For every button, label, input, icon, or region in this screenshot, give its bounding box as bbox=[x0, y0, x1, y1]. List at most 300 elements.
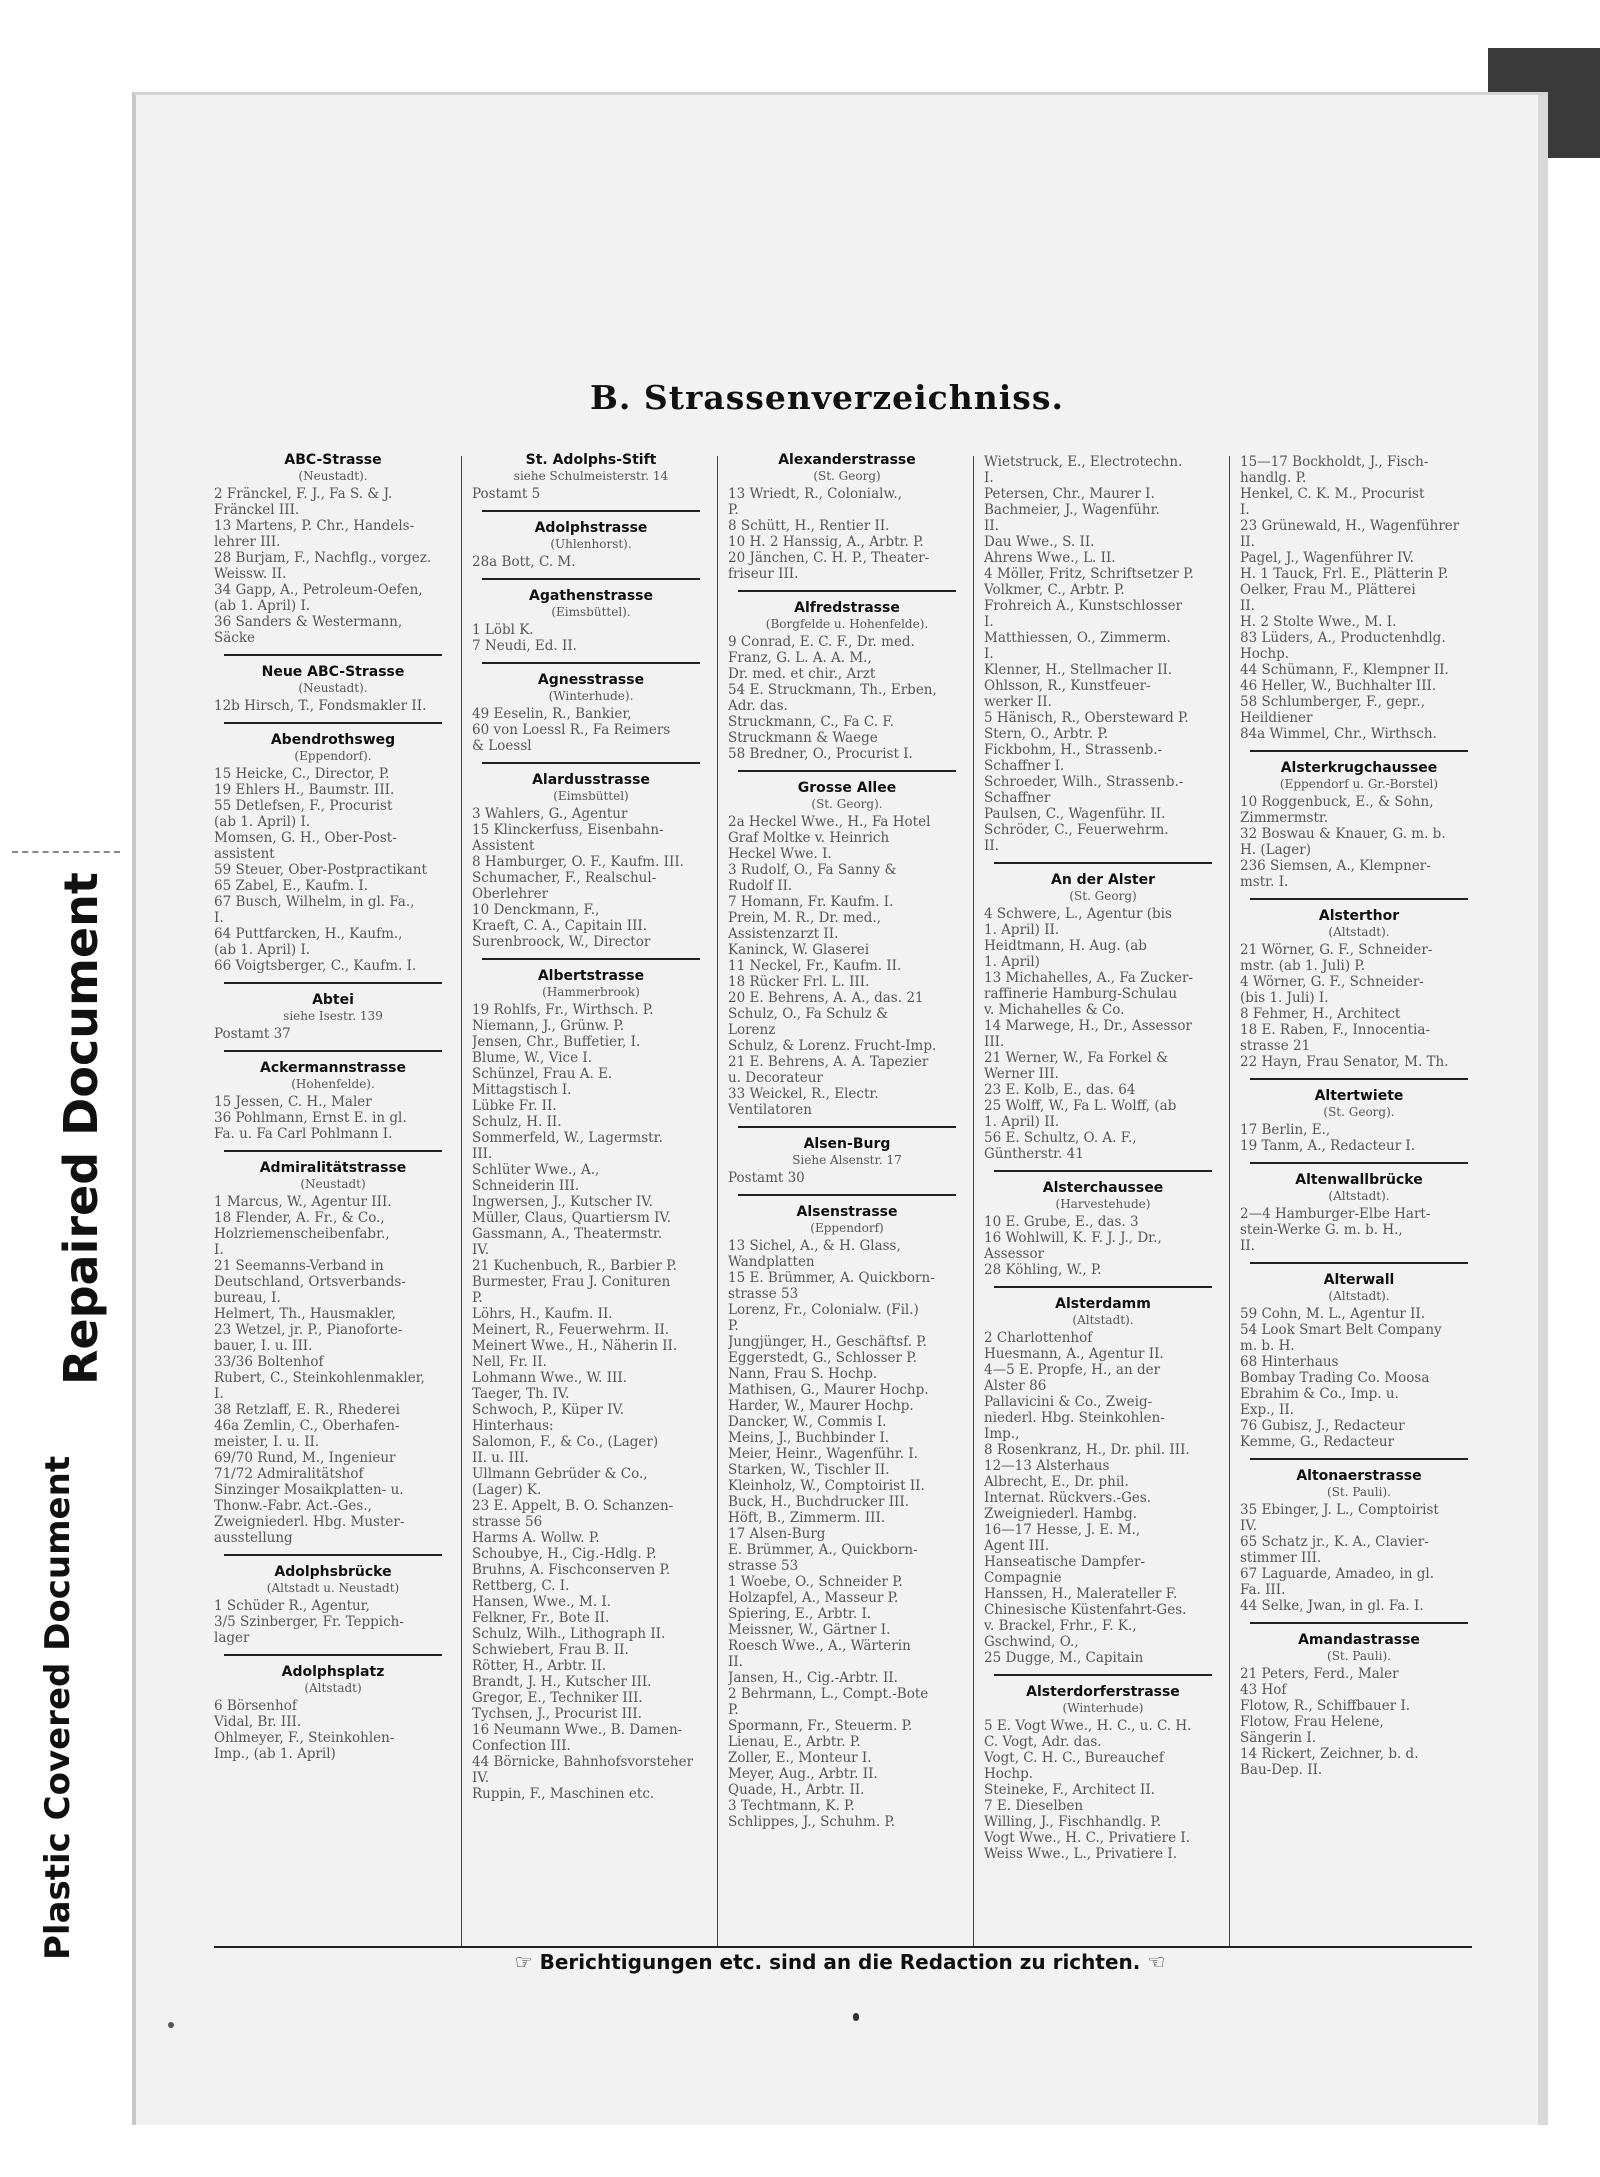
entry-line: Zoller, E., Monteur I. bbox=[728, 1750, 872, 1766]
entry-line: 34 Gapp, A., Petroleum-Oefen, bbox=[214, 582, 423, 598]
entry-line: 15 Jessen, C. H., Maler bbox=[214, 1094, 372, 1110]
street-block bbox=[214, 1060, 452, 1142]
entry-line: Sängerin I. bbox=[1240, 1730, 1317, 1746]
entry-line: Pagel, J., Wagenführer IV. bbox=[1240, 550, 1414, 566]
entry-line: Fränckel III. bbox=[214, 502, 300, 518]
entry-line: & Loessl bbox=[472, 738, 532, 754]
entry-line: 19 Ehlers H., Baumstr. III. bbox=[214, 782, 395, 798]
entry-line: 67 Laguarde, Amadeo, in gl. bbox=[1240, 1566, 1435, 1582]
street-district: (Winterhude). bbox=[548, 689, 634, 703]
street-block bbox=[214, 1160, 452, 1546]
entry-line: Heckel Wwe. I. bbox=[728, 846, 832, 862]
entry-list bbox=[472, 622, 710, 654]
street-name: Grosse Allee bbox=[797, 780, 897, 796]
entry-line: Starken, W., Tischler II. bbox=[728, 1462, 890, 1478]
entry-line: Schulz, Wilh., Lithograph II. bbox=[472, 1626, 666, 1642]
entry-line: Rötter, H., Arbtr. II. bbox=[472, 1658, 607, 1674]
entry-line: 3 Techtmann, K. P. bbox=[728, 1798, 855, 1814]
entry-line: Confection III. bbox=[472, 1738, 571, 1754]
street-block bbox=[214, 1664, 452, 1762]
street-name: Alsenstrasse bbox=[796, 1204, 898, 1220]
street-block bbox=[1240, 1172, 1478, 1254]
street-district: (Eppendorf u. Gr.-Borstel) bbox=[1279, 777, 1439, 791]
entry-line: Ohlmeyer, F., Steinkohlen- bbox=[214, 1730, 395, 1746]
entry-line: v. Michahelles & Co. bbox=[984, 1002, 1125, 1018]
entry-line: 21 Werner, W., Fa Forkel & bbox=[984, 1050, 1169, 1066]
entry-line: 25 Dugge, M., Capitain bbox=[984, 1650, 1144, 1666]
street-district: (Eimsbüttel) bbox=[553, 789, 629, 803]
entry-line: stimmer III. bbox=[1240, 1550, 1322, 1566]
street-district: (St. Georg) bbox=[1069, 889, 1137, 903]
side-labels bbox=[0, 0, 130, 2177]
street-name: Alardusstrasse bbox=[532, 772, 650, 788]
entry-line: 8 Hamburger, O. F., Kaufm. III. bbox=[472, 854, 684, 870]
entry-line: 13 Sichel, A., & H. Glass, bbox=[728, 1238, 901, 1254]
entry-line: Mittagstisch I. bbox=[472, 1082, 572, 1098]
entry-line: niederl. Hbg. Steinkohlen- bbox=[984, 1410, 1165, 1426]
entry-line: Internat. Rückvers.-Ges. bbox=[984, 1490, 1152, 1506]
entry-line: Imp., bbox=[984, 1426, 1020, 1442]
entry-line: 58 Schlumberger, F., gepr., bbox=[1240, 694, 1426, 710]
entry-line: Klenner, H., Stellmacher II. bbox=[984, 662, 1173, 678]
entry-line: 23 E. Appelt, B. O. Schanzen- bbox=[472, 1498, 674, 1514]
column-3 bbox=[728, 452, 966, 1952]
entry-line: Vogt, C. H. C., Bureauchef bbox=[984, 1750, 1164, 1766]
entry-line: Hanssen, H., Malerateller F. bbox=[984, 1586, 1178, 1602]
street-district: (Eimsbüttel). bbox=[551, 605, 631, 619]
entry-line: Vogt Wwe., H. C., Privatiere I. bbox=[984, 1830, 1190, 1846]
entry-line: Nell, Fr. II. bbox=[472, 1354, 547, 1370]
entry-line: Meyer, Aug., Arbtr. II. bbox=[728, 1766, 878, 1782]
entry-line: strasse 21 bbox=[1240, 1038, 1311, 1054]
entry-line: Pallavicini & Co., Zweig- bbox=[984, 1394, 1153, 1410]
entry-line: III. bbox=[472, 1146, 493, 1162]
street-separator bbox=[224, 654, 442, 656]
entry-line: IV. bbox=[472, 1242, 490, 1258]
entry-line: handlg. P. bbox=[1240, 470, 1307, 486]
street-district: (Borgfelde u. Hohenfelde). bbox=[765, 617, 929, 631]
entry-line: 64 Puttfarcken, H., Kaufm., bbox=[214, 926, 403, 942]
entry-line: Rudolf II. bbox=[728, 878, 793, 894]
entry-line: 43 Hof bbox=[1240, 1682, 1287, 1698]
entry-line: 10 H. 2 Hanssig, A., Arbtr. P. bbox=[728, 534, 924, 550]
street-separator bbox=[224, 1050, 442, 1052]
entry-line: Brandt, J. H., Kutscher III. bbox=[472, 1674, 652, 1690]
street-name: Altertwiete bbox=[1314, 1088, 1404, 1104]
entry-line: 13 Michahelles, A., Fa Zucker- bbox=[984, 970, 1193, 986]
entry-line: 4 Schwere, L., Agentur (bis bbox=[984, 906, 1172, 922]
entry-line: Paulsen, C., Wagenführ. II. bbox=[984, 806, 1166, 822]
street-district: Siehe Alsenstr. 17 bbox=[792, 1153, 902, 1167]
entry-line: Säcke bbox=[214, 630, 256, 646]
entry-line: Rubert, C., Steinkohlenmakler, bbox=[214, 1370, 425, 1386]
entry-line: Henkel, C. K. M., Procurist bbox=[1240, 486, 1425, 502]
entry-line: 6 Börsenhof bbox=[214, 1698, 297, 1714]
entry-line: Harms A. Wollw. P. bbox=[472, 1530, 600, 1546]
street-separator bbox=[224, 1654, 442, 1656]
entry-line: Ingwersen, J., Kutscher IV. bbox=[472, 1194, 653, 1210]
entry-line: 20 Jänchen, C. H. P., Theater- bbox=[728, 550, 930, 566]
column-5 bbox=[1240, 452, 1478, 1952]
entry-line: Kaninck, W. Glaserei bbox=[728, 942, 870, 958]
page-heading: B. Strassenverzeichniss. bbox=[590, 378, 1064, 417]
entry-line: Oelker, Frau M., Plätterei bbox=[1240, 582, 1416, 598]
repaired-document-label: Repaired Document bbox=[54, 872, 108, 1385]
entry-line: Felkner, Fr., Bote II. bbox=[472, 1610, 610, 1626]
entry-line: (ab 1. April) I. bbox=[214, 942, 311, 958]
entry-line: Helmert, Th., Hausmakler, bbox=[214, 1306, 396, 1322]
entry-line: II. u. III. bbox=[472, 1450, 529, 1466]
entry-line: Albrecht, E., Dr. phil. bbox=[984, 1474, 1129, 1490]
street-separator bbox=[994, 862, 1212, 864]
entry-line: Schaffner bbox=[984, 790, 1051, 806]
entry-line: 36 Sanders & Westermann, bbox=[214, 614, 403, 630]
entry-line: Postamt 5 bbox=[472, 486, 541, 502]
street-separator bbox=[482, 958, 700, 960]
street-block bbox=[1240, 1468, 1478, 1614]
entry-line: 69/70 Rund, M., Ingenieur bbox=[214, 1450, 396, 1466]
entry-line: Quade, H., Arbtr. II. bbox=[728, 1782, 865, 1798]
entry-line: 76 Gubisz, J., Redacteur bbox=[1240, 1418, 1405, 1434]
street-name: Adolphsplatz bbox=[281, 1664, 385, 1680]
street-separator bbox=[1250, 898, 1468, 900]
entry-line: 44 Börnicke, Bahnhofsvorsteher bbox=[472, 1754, 694, 1770]
entry-line: Weissw. II. bbox=[214, 566, 287, 582]
entry-line: lehrer III. bbox=[214, 534, 281, 550]
entry-line: Bombay Trading Co. Moosa bbox=[1240, 1370, 1430, 1386]
entry-line: IV. bbox=[472, 1770, 490, 1786]
street-block bbox=[984, 1296, 1222, 1666]
entry-line: 4 Wörner, G. F., Schneider- bbox=[1240, 974, 1424, 990]
street-district: (Winterhude) bbox=[1062, 1701, 1144, 1715]
street-district: (St. Pauli). bbox=[1327, 1485, 1391, 1499]
street-district: (St. Georg). bbox=[811, 797, 883, 811]
entry-line: Imp., (ab 1. April) bbox=[214, 1746, 336, 1762]
entry-list bbox=[472, 706, 710, 754]
street-block bbox=[728, 1204, 966, 1830]
entry-line: 7 Homann, Fr. Kaufm. I. bbox=[728, 894, 894, 910]
street-block bbox=[472, 588, 710, 654]
entry-line: 28a Bott, C. M. bbox=[472, 554, 576, 570]
entry-line: Matthiessen, O., Zimmerm. bbox=[984, 630, 1171, 646]
entry-line: Meier, Heinr., Wagenführ. I. bbox=[728, 1446, 918, 1462]
entry-line: Nann, Frau S. Hochp. bbox=[728, 1366, 878, 1382]
entry-line: II. bbox=[984, 838, 999, 854]
entry-line: 5 E. Vogt Wwe., H. C., u. C. H. bbox=[984, 1718, 1192, 1734]
street-separator bbox=[994, 1170, 1212, 1172]
street-name: Neue ABC-Strasse bbox=[261, 664, 405, 680]
entry-line: bureau, I. bbox=[214, 1290, 281, 1306]
entry-line: Bau-Dep. II. bbox=[1240, 1762, 1323, 1778]
street-block bbox=[1240, 1632, 1478, 1778]
scan-background bbox=[0, 0, 1600, 48]
street-block bbox=[984, 454, 1222, 854]
entry-line: Mathisen, G., Maurer Hochp. bbox=[728, 1382, 929, 1398]
entry-line: Hochp. bbox=[984, 1766, 1034, 1782]
street-separator bbox=[738, 1194, 956, 1196]
entry-line: 7 Neudi, Ed. II. bbox=[472, 638, 577, 654]
street-name: Alterwall bbox=[1323, 1272, 1395, 1288]
entry-line: Niemann, J., Grünw. P. bbox=[472, 1018, 624, 1034]
entry-line: II. bbox=[984, 518, 999, 534]
entry-line: (bis 1. Juli) I. bbox=[1240, 990, 1329, 1006]
entry-line: m. b. H. bbox=[1240, 1338, 1295, 1354]
street-name: Alsterkrugchaussee bbox=[1280, 760, 1438, 776]
street-name: Adolphsbrücke bbox=[274, 1564, 392, 1580]
entry-line: 3 Rudolf, O., Fa Sanny & bbox=[728, 862, 897, 878]
street-separator bbox=[1250, 1162, 1468, 1164]
entry-list bbox=[472, 806, 710, 950]
street-block bbox=[1240, 1088, 1478, 1154]
entry-line: 28 Burjam, F., Nachflg., vorgez. bbox=[214, 550, 432, 566]
street-separator bbox=[738, 590, 956, 592]
entry-list bbox=[214, 486, 452, 646]
entry-line: Jensen, Chr., Buffetier, I. bbox=[472, 1034, 641, 1050]
entry-list bbox=[984, 1330, 1222, 1666]
entry-line: Spormann, Fr., Steuerm. P. bbox=[728, 1718, 913, 1734]
street-block bbox=[1240, 1272, 1478, 1450]
entry-line: Dau Wwe., S. II. bbox=[984, 534, 1095, 550]
entry-list bbox=[728, 634, 966, 762]
entry-line: 5 Hänisch, R., Obersteward P. bbox=[984, 710, 1189, 726]
entry-line: 83 Lüders, A., Productenhdlg. bbox=[1240, 630, 1446, 646]
street-block bbox=[472, 520, 710, 570]
entry-line: Adr. das. bbox=[728, 698, 788, 714]
entry-line: lager bbox=[214, 1630, 250, 1646]
street-block bbox=[472, 968, 710, 1802]
entry-line: P. bbox=[728, 502, 739, 518]
entry-list bbox=[728, 1238, 966, 1830]
entry-line: bauer, I. u. III. bbox=[214, 1338, 313, 1354]
street-district: siehe Isestr. 139 bbox=[283, 1009, 383, 1023]
entry-line: Schlippes, J., Schuhm. P. bbox=[728, 1814, 896, 1830]
entry-line: Vidal, Br. III. bbox=[214, 1714, 302, 1730]
column-divider bbox=[973, 456, 974, 1946]
entry-line: Schroeder, Wilh., Strassenb.- bbox=[984, 774, 1184, 790]
entry-line: H. 2 Stolte Wwe., M. I. bbox=[1240, 614, 1397, 630]
entry-list bbox=[1240, 1502, 1478, 1614]
entry-line: 58 Bredner, O., Procurist I. bbox=[728, 746, 913, 762]
entry-line: Kraeft, C. A., Capitain III. bbox=[472, 918, 648, 934]
entry-line: 10 E. Grube, E., das. 3 bbox=[984, 1214, 1139, 1230]
entry-list bbox=[1240, 1122, 1478, 1154]
entry-line: 68 Hinterhaus bbox=[1240, 1354, 1339, 1370]
street-district: (Neustadt). bbox=[298, 681, 368, 695]
street-district: (St. Georg) bbox=[813, 469, 881, 483]
street-block bbox=[1240, 908, 1478, 1070]
entry-line: Bruhns, A. Fischconserven P. bbox=[472, 1562, 671, 1578]
entry-line: 35 Ebinger, J. L., Comptoirist bbox=[1240, 1502, 1439, 1518]
entry-line: Assistent bbox=[472, 838, 535, 854]
entry-line: Meissner, W., Gärtner I. bbox=[728, 1622, 891, 1638]
entry-line: Sinzinger Mosaikplatten- u. bbox=[214, 1482, 404, 1498]
entry-line: 21 E. Behrens, A. A. Tapezier bbox=[728, 1054, 929, 1070]
entry-list bbox=[214, 1194, 452, 1546]
footer-note bbox=[480, 1950, 1200, 1974]
entry-line: Eggerstedt, G., Schlosser P. bbox=[728, 1350, 917, 1366]
entry-line: Schlüter Wwe., A., bbox=[472, 1162, 600, 1178]
street-name: Alfredstrasse bbox=[794, 600, 900, 616]
entry-line: H. (Lager) bbox=[1240, 842, 1311, 858]
pointing-hand-icon: ☞ bbox=[514, 1950, 533, 1974]
entry-line: 65 Schatz jr., K. A., Clavier- bbox=[1240, 1534, 1429, 1550]
entry-line: Schaffner I. bbox=[984, 758, 1065, 774]
entry-line: Sommerfeld, W., Lagermstr. bbox=[472, 1130, 663, 1146]
street-name: Amandastrasse bbox=[1298, 1632, 1420, 1648]
entry-line: Alster 86 bbox=[984, 1378, 1047, 1394]
entry-list bbox=[728, 1170, 966, 1186]
street-separator bbox=[224, 722, 442, 724]
street-district: siehe Schulmeisterstr. 14 bbox=[513, 469, 669, 483]
street-separator bbox=[482, 662, 700, 664]
entry-line: I. bbox=[984, 470, 994, 486]
entry-line: 15 Heicke, C., Director, P. bbox=[214, 766, 390, 782]
entry-line: 36 Pohlmann, Ernst E. in gl. bbox=[214, 1110, 407, 1126]
entry-list bbox=[472, 1002, 710, 1802]
entry-line: 44 Schümann, F., Klempner II. bbox=[1240, 662, 1449, 678]
street-name: Alsterdamm bbox=[1055, 1296, 1151, 1312]
street-separator bbox=[1250, 1078, 1468, 1080]
entry-line: Fa. III. bbox=[1240, 1582, 1286, 1598]
entry-line: Ruppin, F., Maschinen etc. bbox=[472, 1786, 655, 1802]
entry-line: Salomon, F., & Co., (Lager) bbox=[472, 1434, 659, 1450]
entry-line: I. bbox=[984, 614, 994, 630]
entry-line: 15 Klinckerfuss, Eisenbahn- bbox=[472, 822, 664, 838]
pointing-hand-icon: ☜ bbox=[1147, 1950, 1166, 1974]
entry-line: Hinterhaus: bbox=[472, 1418, 554, 1434]
entry-line: Lohmann Wwe., W. III. bbox=[472, 1370, 627, 1386]
entry-line: Flotow, R., Schiffbauer I. bbox=[1240, 1698, 1411, 1714]
entry-line: 33 Weickel, R., Electr. bbox=[728, 1086, 879, 1102]
entry-line: Fickbohm, H., Strassenb.- bbox=[984, 742, 1163, 758]
entry-line: 33/36 Boltenhof bbox=[214, 1354, 324, 1370]
street-name: An der Alster bbox=[1050, 872, 1156, 888]
entry-list bbox=[214, 766, 452, 974]
entry-line: 7 E. Dieselben bbox=[984, 1798, 1084, 1814]
street-separator bbox=[482, 510, 700, 512]
entry-line: 23 Wetzel, jr. P., Pianoforte- bbox=[214, 1322, 403, 1338]
street-district: (Eppendorf). bbox=[294, 749, 372, 763]
entry-line: 2a Heckel Wwe., H., Fa Hotel bbox=[728, 814, 931, 830]
street-district: (St. Pauli). bbox=[1327, 1649, 1391, 1663]
entry-line: 2 Fränckel, F. J., Fa S. & J. bbox=[214, 486, 393, 502]
entry-line: v. Brackel, Frhr., F. K., bbox=[984, 1618, 1137, 1634]
entry-line: 4 Möller, Fritz, Schriftsetzer P. bbox=[984, 566, 1194, 582]
entry-line: 65 Zabel, E., Kaufm. I. bbox=[214, 878, 368, 894]
entry-list bbox=[1240, 1206, 1478, 1254]
entry-line: 12b Hirsch, T., Fondsmakler II. bbox=[214, 698, 427, 714]
entry-line: 67 Busch, Wilhelm, in gl. Fa., bbox=[214, 894, 415, 910]
entry-line: Frohreich A., Kunstschlosser bbox=[984, 598, 1183, 614]
street-district: (Altstadt) bbox=[304, 1681, 362, 1695]
entry-line: Holzapfel, A., Masseur P. bbox=[728, 1590, 899, 1606]
entry-line: Buck, H., Buchdrucker III. bbox=[728, 1494, 910, 1510]
entry-list bbox=[1240, 1666, 1478, 1778]
street-block bbox=[214, 452, 452, 646]
entry-line: Thonw.-Fabr. Act.-Ges., bbox=[214, 1498, 372, 1514]
street-separator bbox=[738, 770, 956, 772]
entry-line: 10 Roggenbuck, E., & Sohn, bbox=[1240, 794, 1434, 810]
entry-line: 3 Wahlers, G., Agentur bbox=[472, 806, 628, 822]
street-name: Alsen-Burg bbox=[803, 1136, 891, 1152]
entry-line: Oberlehrer bbox=[472, 886, 549, 902]
street-block bbox=[728, 1136, 966, 1186]
entry-list bbox=[214, 1026, 452, 1042]
entry-line: 59 Cohn, M. L., Agentur II. bbox=[1240, 1306, 1426, 1322]
entry-line: Volkmer, C., Arbtr. P. bbox=[984, 582, 1125, 598]
street-block bbox=[984, 872, 1222, 1162]
street-block bbox=[472, 452, 710, 502]
entry-line: I. bbox=[984, 646, 994, 662]
entry-line: 15—17 Bockholdt, J., Fisch- bbox=[1240, 454, 1429, 470]
entry-line: H. 1 Tauck, Frl. E., Plätterin P. bbox=[1240, 566, 1449, 582]
entry-line: Burmester, Frau J. Conituren bbox=[472, 1274, 671, 1290]
entry-line: u. Decorateur bbox=[728, 1070, 823, 1086]
entry-line: 19 Rohlfs, Fr., Wirthsch. P. bbox=[472, 1002, 654, 1018]
entry-line: 38 Retzlaff, E. R., Rhederei bbox=[214, 1402, 400, 1418]
entry-line: Kemme, G., Redacteur bbox=[1240, 1434, 1395, 1450]
entry-line: P. bbox=[472, 1290, 483, 1306]
entry-line: Gschwind, O., bbox=[984, 1634, 1079, 1650]
street-block bbox=[984, 1180, 1222, 1278]
entry-line: 11 Neckel, Fr., Kaufm. II. bbox=[728, 958, 902, 974]
entry-line: Ventilatoren bbox=[728, 1102, 812, 1118]
entry-line: 4—5 E. Propfe, H., an der bbox=[984, 1362, 1161, 1378]
street-separator bbox=[482, 578, 700, 580]
street-block bbox=[1240, 454, 1478, 742]
entry-line: 1 Löbl K. bbox=[472, 622, 534, 638]
entry-line: 12—13 Alsterhaus bbox=[984, 1458, 1110, 1474]
entry-line: Agent III. bbox=[984, 1538, 1050, 1554]
entry-line: (ab 1. April) I. bbox=[214, 814, 311, 830]
plastic-covered-label: Plastic Covered Document bbox=[38, 1455, 78, 1960]
entry-line: Surenbroock, W., Director bbox=[472, 934, 651, 950]
street-block bbox=[472, 772, 710, 950]
entry-list bbox=[1240, 1306, 1478, 1450]
street-separator bbox=[738, 1126, 956, 1128]
entry-line: Hochp. bbox=[1240, 646, 1290, 662]
street-block bbox=[214, 992, 452, 1042]
entry-line: stein-Werke G. m. b. H., bbox=[1240, 1222, 1403, 1238]
entry-line: Wietstruck, E., Electrotechn. bbox=[984, 454, 1183, 470]
entry-line: Deutschland, Ortsverbands- bbox=[214, 1274, 406, 1290]
street-name: Altonaerstrasse bbox=[1296, 1468, 1422, 1484]
street-separator bbox=[994, 1286, 1212, 1288]
column-1 bbox=[214, 452, 452, 1952]
entry-line: 9 Conrad, E. C. F., Dr. med. bbox=[728, 634, 915, 650]
entry-line: Franz, G. L. A. A. M., bbox=[728, 650, 872, 666]
column-4 bbox=[984, 452, 1222, 1952]
street-block bbox=[214, 1564, 452, 1646]
entry-line: strasse 53 bbox=[728, 1558, 799, 1574]
entry-line: C. Vogt, Adr. das. bbox=[984, 1734, 1102, 1750]
entry-line: 1 Woebe, O., Schneider P. bbox=[728, 1574, 903, 1590]
street-name: Ackermannstrasse bbox=[260, 1060, 406, 1076]
entry-line: I. bbox=[214, 1386, 224, 1402]
entry-line: Weiss Wwe., L., Privatiere I. bbox=[984, 1846, 1177, 1862]
entry-line: 84a Wimmel, Chr., Wirthsch. bbox=[1240, 726, 1437, 742]
entry-line: 2 Behrmann, L., Compt.-Bote bbox=[728, 1686, 929, 1702]
entry-list bbox=[984, 1718, 1222, 1862]
entry-line: (ab 1. April) I. bbox=[214, 598, 311, 614]
footer-text: Berichtigungen etc. sind an die Redaction zu richten. bbox=[539, 1950, 1141, 1974]
entry-line: friseur III. bbox=[728, 566, 799, 582]
entry-line: 1 Schüder R., Agentur, bbox=[214, 1598, 370, 1614]
street-name: Alexanderstrasse bbox=[778, 452, 916, 468]
entry-line: 236 Siemsen, A., Klempner- bbox=[1240, 858, 1431, 874]
street-district: (Hammerbrook) bbox=[542, 985, 640, 999]
entry-line: II. bbox=[728, 1654, 743, 1670]
